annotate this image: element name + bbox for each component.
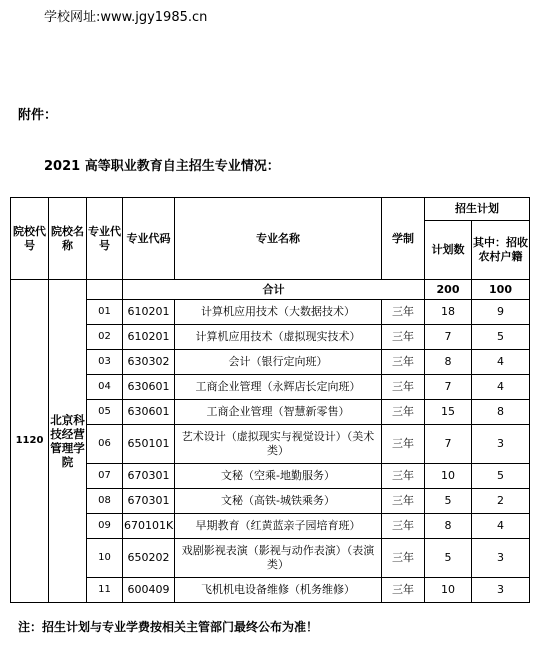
total-row (11, 280, 530, 300)
row-major: 计算机应用技术（虚拟现实技术） (175, 325, 382, 350)
row-duration: 三年 (382, 464, 425, 489)
row-code: 610201 (123, 300, 175, 325)
row-code: 600409 (123, 578, 175, 603)
header-major-seq: 专业代号 (87, 198, 123, 280)
document-title: 2021 高等职业教育自主招生专业情况： (44, 159, 280, 174)
header-school-code: 院校代号 (11, 198, 49, 280)
row-rural: 3 (472, 539, 530, 578)
row-code: 630302 (123, 350, 175, 375)
table-row (11, 539, 530, 578)
total-label: 合计 (123, 280, 425, 300)
row-duration: 三年 (382, 578, 425, 603)
table-row (11, 514, 530, 539)
row-duration: 三年 (382, 489, 425, 514)
row-rural: 8 (472, 400, 530, 425)
table-row (11, 350, 530, 375)
row-code: 610201 (123, 325, 175, 350)
row-plan: 7 (425, 375, 472, 400)
table-row (11, 325, 530, 350)
table-row (11, 375, 530, 400)
table-row (11, 489, 530, 514)
row-seq: 02 (87, 325, 123, 350)
row-code: 650202 (123, 539, 175, 578)
row-major: 计算机应用技术（大数据技术） (175, 300, 382, 325)
row-code: 670101K (123, 514, 175, 539)
admissions-table (10, 197, 530, 603)
school-name-cell: 北京科技经营管理学院 (49, 280, 87, 603)
row-seq: 11 (87, 578, 123, 603)
row-plan: 8 (425, 514, 472, 539)
header-duration: 学制 (382, 198, 425, 280)
table-row (11, 400, 530, 425)
header-major-name: 专业名称 (175, 198, 382, 280)
row-plan: 15 (425, 400, 472, 425)
row-code: 630601 (123, 375, 175, 400)
row-duration: 三年 (382, 400, 425, 425)
footnote: 注：招生计划与专业学费按相关主管部门最终公布为准！ (18, 620, 319, 634)
row-rural: 5 (472, 325, 530, 350)
row-rural: 3 (472, 425, 530, 464)
row-major: 文秘（高铁-城铁乘务） (175, 489, 382, 514)
row-seq: 03 (87, 350, 123, 375)
row-seq: 06 (87, 425, 123, 464)
school-code-cell: 1120 (11, 280, 49, 603)
row-duration: 三年 (382, 514, 425, 539)
header-plan-count: 计划数 (425, 221, 472, 280)
row-rural: 3 (472, 578, 530, 603)
row-seq: 01 (87, 300, 123, 325)
row-rural: 9 (472, 300, 530, 325)
row-code: 630601 (123, 400, 175, 425)
row-plan: 7 (425, 325, 472, 350)
row-seq: 05 (87, 400, 123, 425)
row-rural: 4 (472, 350, 530, 375)
row-rural: 5 (472, 464, 530, 489)
row-rural: 2 (472, 489, 530, 514)
row-major: 会计（银行定向班） (175, 350, 382, 375)
row-plan: 8 (425, 350, 472, 375)
row-plan: 10 (425, 578, 472, 603)
row-major: 戏剧影视表演（影视与动作表演）（表演类） (175, 539, 382, 578)
row-major: 飞机机电设备维修（机务维修） (175, 578, 382, 603)
header-major-code: 专业代码 (123, 198, 175, 280)
row-seq: 08 (87, 489, 123, 514)
row-code: 670301 (123, 464, 175, 489)
header-rural: 其中：招收农村户籍 (472, 221, 530, 280)
row-duration: 三年 (382, 350, 425, 375)
row-seq: 10 (87, 539, 123, 578)
school-website: 学校网址:www.jgy1985.cn (44, 10, 208, 25)
row-major: 艺术设计（虚拟现实与视觉设计）（美术类） (175, 425, 382, 464)
row-duration: 三年 (382, 425, 425, 464)
attachment-label: 附件： (18, 108, 58, 123)
row-rural: 4 (472, 514, 530, 539)
row-plan: 7 (425, 425, 472, 464)
row-duration: 三年 (382, 375, 425, 400)
row-major: 工商企业管理（永辉店长定向班） (175, 375, 382, 400)
total-plan: 200 (425, 280, 472, 300)
header-row-1 (11, 198, 530, 221)
row-major: 工商企业管理（智慧新零售） (175, 400, 382, 425)
row-plan: 5 (425, 539, 472, 578)
row-plan: 10 (425, 464, 472, 489)
row-seq: 07 (87, 464, 123, 489)
table-row (11, 425, 530, 464)
table-row (11, 300, 530, 325)
row-code: 650101 (123, 425, 175, 464)
table-row (11, 464, 530, 489)
row-seq: 04 (87, 375, 123, 400)
row-rural: 4 (472, 375, 530, 400)
row-plan: 18 (425, 300, 472, 325)
total-rural: 100 (472, 280, 530, 300)
row-seq: 09 (87, 514, 123, 539)
row-code: 670301 (123, 489, 175, 514)
header-school-name: 院校名称 (49, 198, 87, 280)
row-plan: 5 (425, 489, 472, 514)
header-plan: 招生计划 (425, 198, 530, 221)
row-duration: 三年 (382, 325, 425, 350)
row-duration: 三年 (382, 300, 425, 325)
total-blank (87, 280, 123, 300)
table-row (11, 578, 530, 603)
row-major: 文秘（空乘-地勤服务） (175, 464, 382, 489)
row-duration: 三年 (382, 539, 425, 578)
row-major: 早期教育（红黄蓝亲子园培育班） (175, 514, 382, 539)
